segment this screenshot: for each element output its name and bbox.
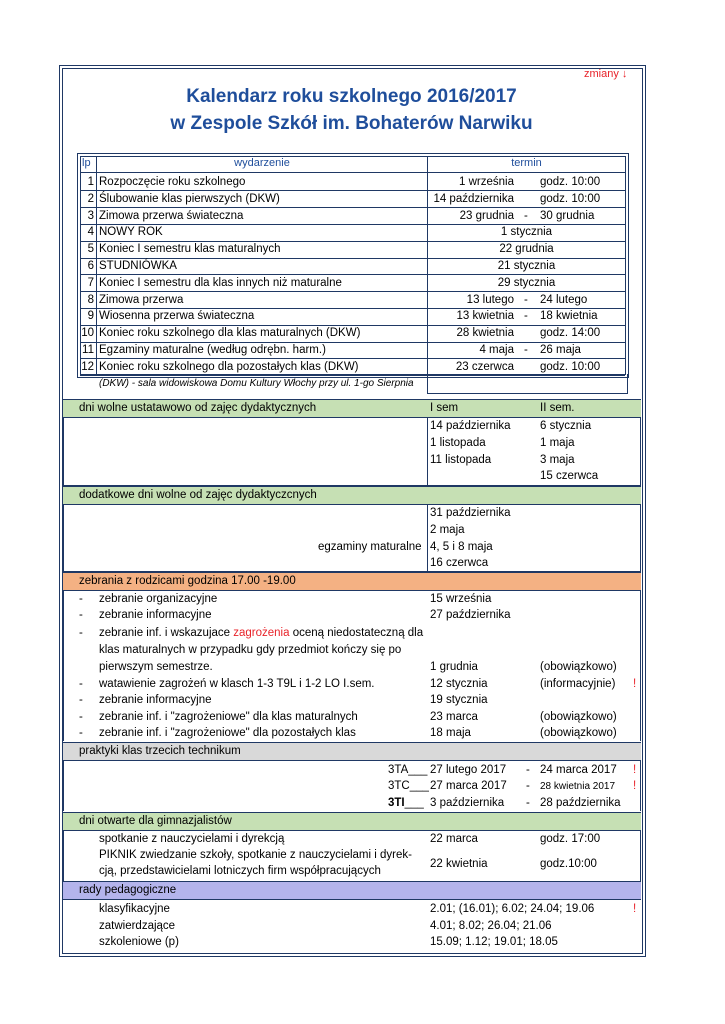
event-date-end: godz. 10:00	[540, 360, 601, 373]
practice-class: 3TA___	[388, 764, 428, 776]
section-practice	[63, 742, 641, 761]
meeting-dash: -	[79, 711, 83, 723]
council-label: klasyfikacyjne	[99, 903, 170, 915]
open-day-time: godz. 17:00	[540, 833, 601, 845]
event-date-start: 1 września	[459, 176, 514, 188]
free-day: 11 listopada	[430, 454, 492, 466]
extra-free-date: 31 października	[430, 507, 511, 519]
event-number: 8	[87, 293, 94, 306]
section-councils	[63, 881, 641, 900]
section-free-days	[63, 399, 641, 418]
event-date-start: 13 lutego	[466, 293, 514, 306]
extra-free-date: 2 maja	[430, 524, 465, 536]
alert-mark: !	[633, 780, 637, 792]
meeting-text: klas maturalnych w przypadku gdy przedmiot kończy się po	[99, 644, 402, 656]
meeting-note: (obowiązkowo)	[540, 661, 617, 673]
alert-mark: !	[633, 678, 637, 690]
event-number: 6	[87, 260, 94, 272]
section-meetings-title: zebrania z rodzicami godzina 17.00 -19.00	[79, 575, 296, 587]
section-practice-title: praktyki klas trzecich technikum	[79, 745, 241, 757]
meeting-date: 12 stycznia	[430, 678, 488, 690]
event-date-end: godz. 14:00	[540, 327, 601, 340]
header-lp: lp	[82, 157, 91, 169]
free-day: 14 października	[430, 420, 511, 432]
meeting-dash: -	[79, 593, 83, 605]
extra-free-date: 16 czerwca	[430, 557, 489, 569]
section-extra-free-title: dodatkowe dni wolne od zajęc dydaktyczcnych	[79, 489, 317, 501]
meeting-text: zebranie organizacyjne	[99, 593, 218, 605]
meeting-dash: -	[79, 627, 83, 639]
practice-start: 27 marca 2017	[430, 780, 507, 792]
event-date-end: godz. 10:00	[540, 176, 601, 188]
meeting-dash: -	[79, 609, 83, 621]
council-label: zatwierdzające	[99, 920, 176, 932]
practice-class: 3TC___	[388, 780, 429, 792]
open-day-text: PIKNIK zwiedzanie szkoły, spotkanie z nauczycielami i dyrek-	[99, 849, 412, 861]
event-number: 7	[87, 276, 94, 289]
practice-end: 28 kwietnia 2017	[540, 781, 616, 792]
meeting-dash: -	[79, 694, 83, 706]
alert-mark: !	[633, 764, 637, 776]
event-date: 1 stycznia	[500, 226, 553, 239]
event-date-start: 23 grudnia	[459, 209, 514, 222]
event-name: Ślubowanie klas pierwszych (DKW)	[99, 192, 280, 205]
event-name: Wiosenna przerwa świateczna	[99, 310, 255, 323]
practice-end: 24 marca 2017	[540, 764, 617, 776]
section-open-days-title: dni otwarte dla gimnazjalistów	[79, 815, 232, 827]
meeting-date: 15 września	[430, 593, 492, 605]
event-number: 3	[87, 209, 94, 222]
meeting-text: zebranie informacyjne	[99, 609, 212, 621]
open-day-time: godz.10:00	[540, 858, 597, 870]
exam-label: egzaminy maturalne	[318, 541, 422, 553]
event-date-sep: -	[524, 293, 528, 306]
meeting-dash: -	[79, 678, 83, 690]
alert-mark: !	[633, 903, 637, 915]
event-date: 29 stycznia	[497, 276, 556, 289]
practice-sep: -	[526, 797, 530, 809]
event-number: 9	[87, 310, 94, 323]
practice-class: 3TI___	[388, 797, 424, 809]
event-name: NOWY ROK	[99, 226, 163, 239]
event-name: STUDNIÓWKA	[99, 260, 177, 272]
header-event: wydarzenie	[234, 157, 290, 169]
meeting-note: (obowiązkowo)	[540, 727, 617, 739]
open-day-date: 22 kwietnia	[430, 858, 488, 870]
page-title-line2: w Zespole Szkół im. Bohaterów Narwiku	[170, 113, 533, 134]
council-dates: 4.01; 8.02; 26.04; 21.06	[430, 920, 552, 932]
open-day-text: cją, przedstawicielami lotniczych firm współpracujących	[99, 865, 381, 877]
free-day: 1 listopada	[430, 437, 486, 449]
section-councils-title: rady pedagogiczne	[79, 884, 177, 896]
section-free-days-title: dni wolne ustatawowo od zajęc dydaktycznych	[79, 402, 317, 414]
meeting-text: zebranie informacyjne	[99, 694, 212, 706]
meeting-text: watawienie zagrożeń w klasch 1-3 T9L i 1-2 LO I.sem.	[99, 678, 375, 690]
event-name: Koniec roku szkolnego dla klas maturalnych (DKW)	[99, 327, 361, 340]
section-open-days	[63, 812, 641, 831]
practice-sep: -	[526, 780, 530, 792]
event-name: Egzaminy maturalne (według odrębn. harm.)	[99, 344, 326, 356]
sem1-header: I sem	[430, 402, 459, 414]
event-date-sep: -	[524, 310, 528, 323]
sem2-header: II sem.	[540, 402, 575, 414]
event-date-end: 26 maja	[540, 344, 581, 356]
meeting-text: zebranie inf. i wskazujace zagrożenia oceną niedostateczną dla	[99, 627, 424, 639]
event-date: 22 grudnia	[499, 243, 554, 256]
extra-free-date: 4, 5 i 8 maja	[430, 541, 493, 553]
meeting-note: (informacyjnie)	[540, 678, 616, 690]
threat-word: zagrożenia	[233, 627, 290, 639]
free-day: 6 stycznia	[540, 420, 592, 432]
section-extra-free	[63, 486, 641, 505]
meeting-text: zebranie inf. i "zagrożeniowe" dla pozostałych klas	[99, 727, 356, 739]
meeting-text: zebranie inf. i "zagrożeniowe" dla klas maturalnych	[99, 711, 358, 723]
council-dates: 15.09; 1.12; 19.01; 18.05	[430, 936, 558, 948]
event-name: Koniec roku szkolnego dla pozostałych klas (DKW)	[99, 360, 359, 373]
event-date-end: godz. 10:00	[540, 192, 601, 205]
open-day-text: spotkanie z nauczycielami i dyrekcją	[99, 833, 285, 845]
meeting-note: (obowiązkowo)	[540, 711, 617, 723]
event-date-end: 30 grudnia	[540, 209, 595, 222]
header-date: termin	[511, 157, 542, 169]
event-number: 5	[87, 243, 94, 256]
meeting-date: 19 stycznia	[430, 694, 488, 706]
council-dates: 2.01; (16.01); 6.02; 24.04; 19.06	[430, 903, 595, 915]
event-name: Zimowa przerwa świateczna	[99, 209, 244, 222]
event-date-start: 14 października	[433, 192, 514, 205]
meeting-date: 23 marca	[430, 711, 478, 723]
event-number: 2	[87, 192, 94, 205]
practice-start: 3 października	[430, 797, 505, 809]
event-name: Rozpoczęcie roku szkolnego	[99, 176, 246, 188]
meeting-dash: -	[79, 727, 83, 739]
council-label: szkoleniowe (p)	[99, 936, 179, 948]
event-name: Koniec I semestru dla klas innych niż maturalne	[99, 276, 342, 289]
event-date-start: 4 maja	[479, 344, 514, 356]
event-number: 4	[87, 226, 94, 239]
free-day: 3 maja	[540, 454, 575, 466]
event-date-sep: -	[524, 209, 528, 222]
page-title-line1: Kalendarz roku szkolnego 2016/2017	[186, 86, 517, 107]
event-date: 21 stycznia	[497, 260, 556, 272]
meeting-date: 18 maja	[430, 727, 471, 739]
event-date-sep: -	[524, 344, 528, 356]
event-date-start: 28 kwietnia	[456, 327, 514, 340]
meeting-date: 27 października	[430, 609, 511, 621]
practice-end: 28 października	[540, 797, 621, 809]
event-number: 11	[82, 344, 94, 356]
practice-start: 27 lutego 2017	[430, 764, 507, 776]
event-name: Koniec I semestru klas maturalnych	[99, 243, 281, 256]
dkw-note: (DKW) - sala widowiskowa Domu Kultury Włochy przy ul. 1-go Sierpnia	[99, 378, 414, 389]
event-number: 12	[81, 360, 94, 373]
changes-marker: zmiany ↓	[584, 68, 628, 80]
extra-free-box	[63, 504, 641, 571]
event-date-start: 23 czerwca	[455, 360, 514, 373]
event-number: 10	[81, 327, 94, 340]
event-name: Zimowa przerwa	[99, 293, 184, 306]
free-day: 1 maja	[540, 437, 575, 449]
event-date-end: 18 kwietnia	[540, 310, 598, 323]
free-day: 15 czerwca	[540, 470, 599, 482]
section-meetings	[63, 572, 641, 591]
event-number: 1	[87, 176, 94, 188]
meeting-text: pierwszym semestrze.	[99, 661, 213, 673]
practice-sep: -	[526, 764, 530, 776]
event-date-end: 24 lutego	[540, 293, 588, 306]
event-date-start: 13 kwietnia	[456, 310, 514, 323]
open-day-date: 22 marca	[430, 833, 478, 845]
meeting-date: 1 grudnia	[430, 661, 478, 673]
